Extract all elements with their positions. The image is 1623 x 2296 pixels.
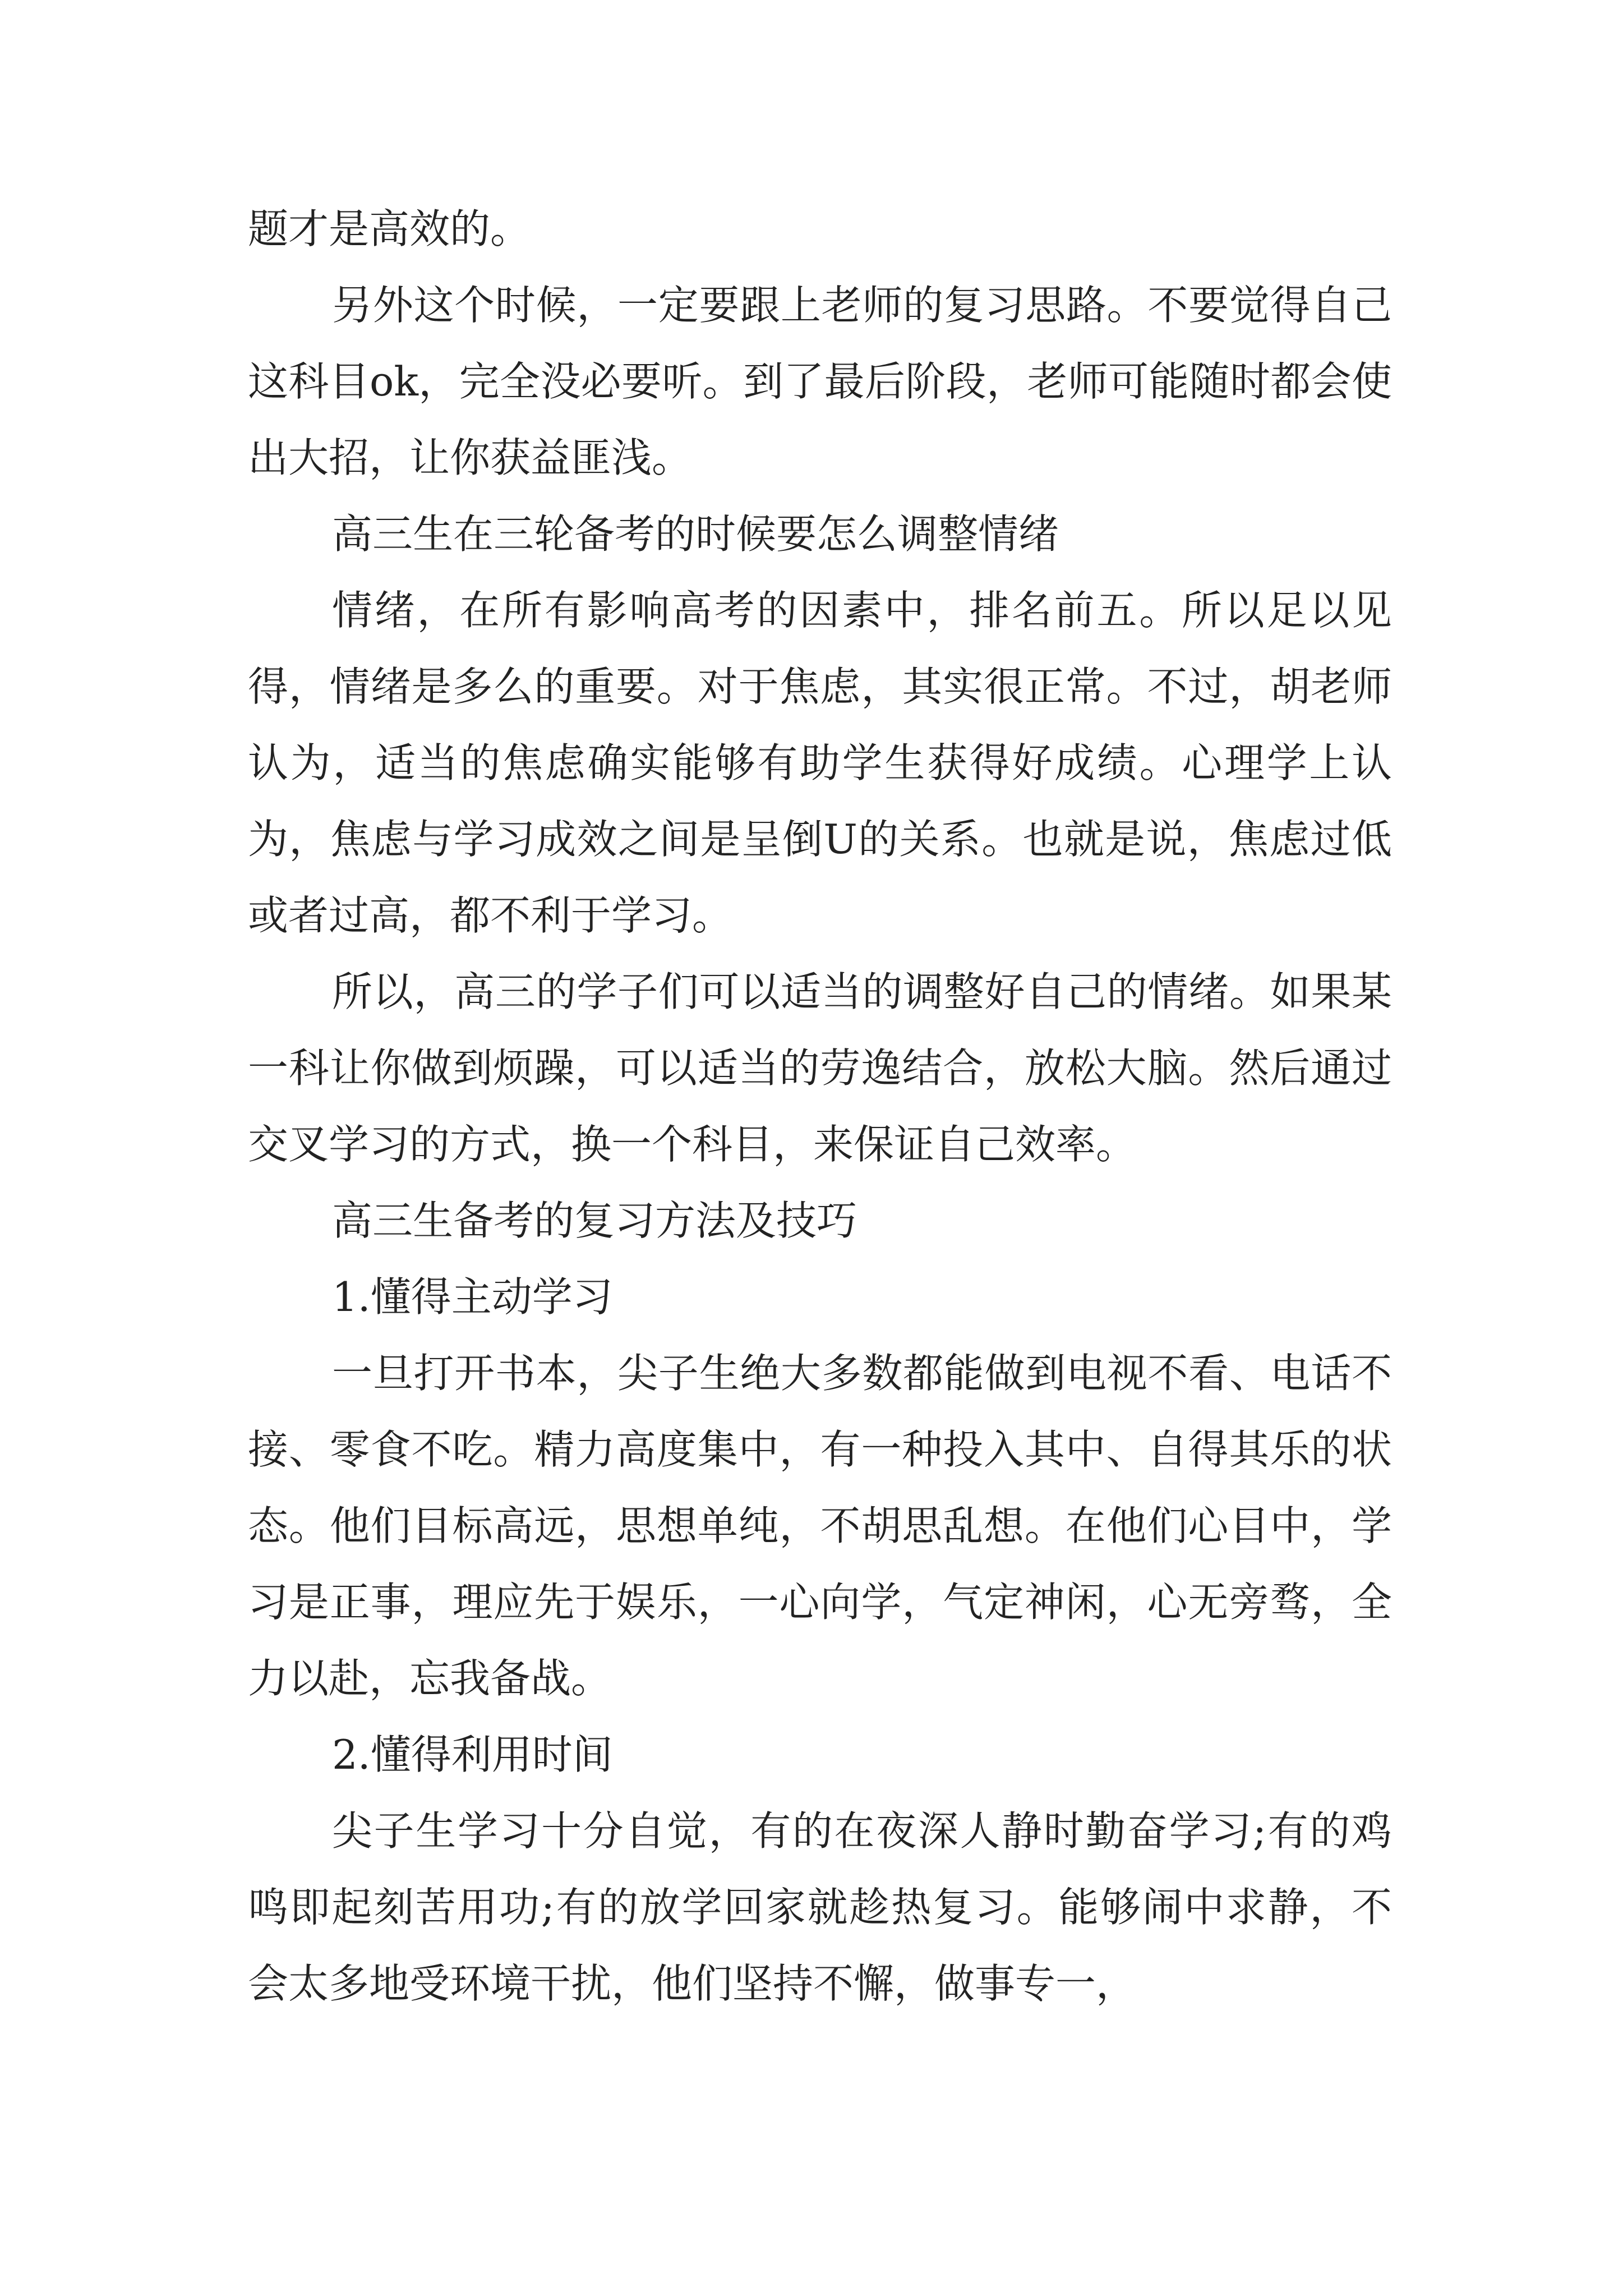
paragraph: 另外这个时候，一定要跟上老师的复习思路。不要觉得自己这科目ok，完全没必要听。到了最后阶段，老师可能随时都会使出大招，让你获益匪浅。 <box>248 282 1392 481</box>
section-heading: 高三生备考的复习方法及技巧 <box>332 1197 857 1244</box>
section-heading: 高三生在三轮备考的时候要怎么调整情绪 <box>332 510 1059 558</box>
paragraph: 所以，高三的学子们可以适当的调整好自己的情绪。如果某一科让你做到烦躁，可以适当的劳逸结合，放松大脑。然后通过交叉学习的方式，换一个科目，来保证自己效率。 <box>248 968 1392 1168</box>
paragraph-continuation: 题才是高效的。 <box>248 205 531 252</box>
paragraph: 尖子生学习十分自觉，有的在夜深人静时勤奋学习;有的鸡鸣即起刻苦用功;有的放学回家就趁热复习。能够闹中求静，不会太多地受环境干扰，他们坚持不懈，做事专一， <box>248 1807 1392 2007</box>
paragraph: 情绪，在所有影响高考的因素中，排名前五。所以足以见得，情绪是多么的重要。对于焦虑，其实很正常。不过，胡老师认为，适当的焦虑确实能够有助学生获得好成绩。心理学上认为，焦虑与学习成效之间是呈倒U的关系。也就是说，焦虑过低或者过高，都不利于学习。 <box>248 587 1392 939</box>
document-body <box>248 191 1392 2022</box>
subheading: 2.懂得利用时间 <box>332 1731 613 1778</box>
subheading: 1.懂得主动学习 <box>332 1273 613 1320</box>
paragraph: 一旦打开书本，尖子生绝大多数都能做到电视不看、电话不接、零食不吃。精力高度集中，有一种投入其中、自得其乐的状态。他们目标高远，思想单纯，不胡思乱想。在他们心目中，学习是正事，理应先于娱乐，一心向学，气定神闲，心无旁骛，全力以赴，忘我备战。 <box>248 1350 1392 1702</box>
